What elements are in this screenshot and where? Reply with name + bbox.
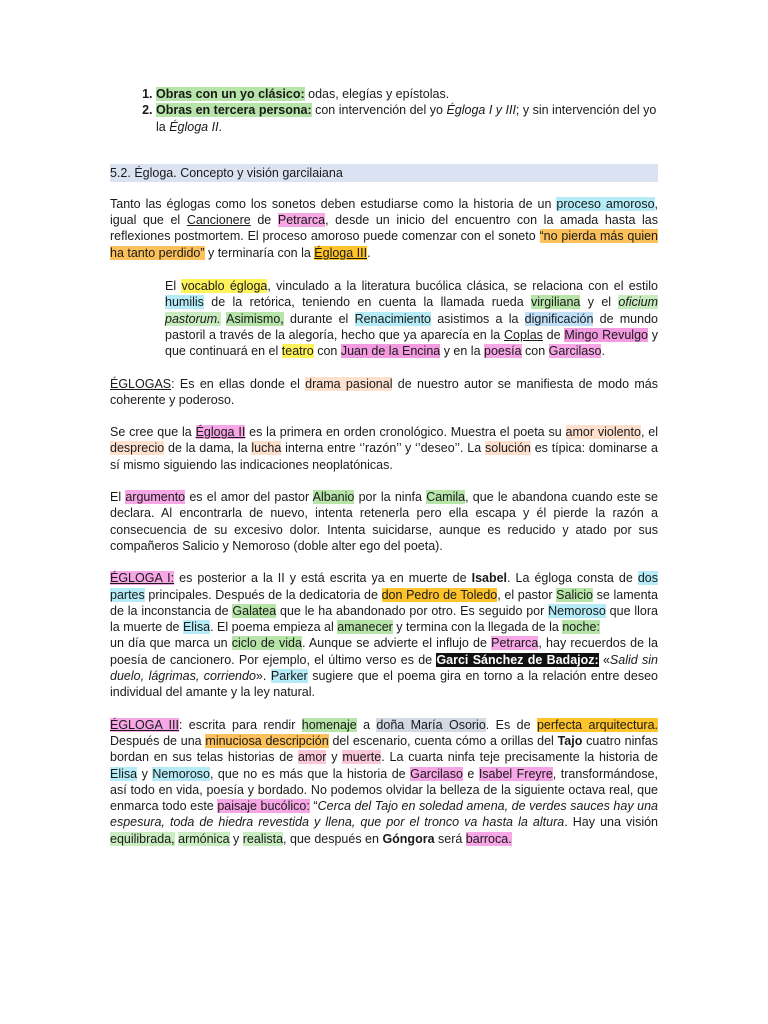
list-item-text: con intervención del yo xyxy=(311,103,447,118)
quote: Cerca del Tajo en soledad amena, de verdes sauces hay una espesura, toda de hiedra revestida y llena, que por el tronco va hasta la altura xyxy=(110,799,659,830)
highlight: argumento xyxy=(125,490,186,505)
highlight: perfecta arquitectura. xyxy=(536,717,658,732)
bold-term: Góngora xyxy=(382,831,435,846)
highlight: equilibrada, xyxy=(110,831,175,846)
highlight: Mingo Revulgo xyxy=(564,327,648,342)
list-item-emphasis: Égloga II xyxy=(169,119,219,134)
highlight: minuciosa descripción xyxy=(205,733,329,748)
highlight: vocablo égloga xyxy=(181,279,268,294)
list-item xyxy=(156,102,658,135)
paragraph-vocablo: El vocablo égloga, vinculado a la literatura bucólica clásica, se relaciona con el estilo humilis de la retórica, teniendo en cuenta la llamada rueda virgiliana y el oficium pastorum. Asimismo, durante el Renacimiento asistimos a la dignificación de mundo pastoril a través de la alegoría, hecho que ya aparecía en la Coplas de Mingo Revulgo y que continuará en el teatro con Juan de la Encina y en la poesía con Garcilaso. xyxy=(165,279,658,359)
highlight: amor xyxy=(297,750,327,765)
highlight: oficium pastorum. xyxy=(165,295,658,326)
highlight: realista xyxy=(242,831,284,846)
paragraph-intro: Tanto las églogas como los sonetos deben estudiarse como la historia de un proceso amoroso, igual que el Cancionere de Petrarca, desde un inicio del encuentro con la amada hasta las reflexiones postmortem. El proceso amoroso puede comenzar con el soneto “no pierda más quien ha tanto perdido” y terminaría con la Égloga III. xyxy=(110,196,659,260)
highlight: doña María Osorio xyxy=(376,717,486,732)
highlight: Renacimiento xyxy=(354,311,431,326)
highlight: Salicio xyxy=(556,587,593,602)
paragraph-argumento: El argumento es el amor del pastor Albanio por la ninfa Camila, que le abandona cuando este se declara. Al encontrarla de nuevo, intenta retenerla pero ella escapa y él pierde la razón a consecuencia de su excesivo dolor. Intenta suicidarse, aunque es reducido y atado por sus compañeros Salicio y Nemoroso (doble alter ego del poeta). xyxy=(110,490,658,553)
bold-term: Tajo xyxy=(557,733,583,748)
highlight: Garcilaso xyxy=(410,766,463,781)
highlight: Petrarca xyxy=(277,213,326,228)
highlight: Juan de la Encina xyxy=(340,344,441,359)
highlight: noche: xyxy=(562,620,600,635)
highlight: Asimismo, xyxy=(226,311,284,326)
paragraph-eglogas: ÉGLOGAS: Es en ellas donde el drama pasional de nuestro autor se manifiesta de modo más coherente y poderoso. xyxy=(110,376,659,407)
underlined-term: ÉGLOGAS xyxy=(110,376,172,391)
highlight: solución xyxy=(485,441,531,456)
highlight: virgiliana xyxy=(531,295,581,310)
highlight: homenaje xyxy=(301,717,357,732)
highlight: Égloga III xyxy=(314,245,368,260)
highlight: humilis xyxy=(165,295,204,310)
highlight: Nemoroso xyxy=(548,603,606,618)
section-heading: 5.2. Égloga. Concepto y visión garcilaiana xyxy=(110,164,658,182)
highlight: poesía xyxy=(484,344,522,359)
underlined-term: Cancionere xyxy=(186,213,251,228)
highlight: Petrarca xyxy=(491,636,539,651)
highlight: Égloga II xyxy=(195,425,246,440)
highlight: dos partes xyxy=(110,571,658,602)
highlight: ciclo de vida xyxy=(231,636,302,651)
highlight: desprecio xyxy=(110,441,165,456)
list-item-text: . xyxy=(218,119,223,134)
highlight: Camila xyxy=(426,490,466,505)
highlight: Elisa xyxy=(110,766,138,781)
list-item-text: odas, elegías y epístolas. xyxy=(304,87,450,101)
highlight: teatro xyxy=(281,344,314,359)
highlight: Galatea xyxy=(232,603,277,618)
highlight: ÉGLOGA I: xyxy=(110,571,175,586)
highlight: amor violento xyxy=(565,425,641,440)
highlight: muerte xyxy=(342,750,382,765)
highlight: lucha xyxy=(251,441,282,456)
list-item-emphasis: Égloga I y III xyxy=(446,103,516,118)
paragraph-egloga-i: ÉGLOGA I: es posterior a la II y está escrita ya en muerte de Isabel. La égloga consta de dos partes principales. Después de la dedicatoria de don Pedro de Toledo, el pastor Salicio se lamenta de la inconstancia de Galatea que le ha abandonado por otro. Es seguido por Nemoroso que llora la muerte de Elisa. El poema empieza al amanecer y termina con la llegada de la noche: un día que marca un ciclo de vida. Aunque se advierte el influjo de Petrarca, hay recuerdos de la poesía de cancionero. Por ejemplo, el último verso es de Garci Sánchez de Badajoz: «Salid sin duelo, lágrimas, corriendo». Parker sugiere que el poema gira en torno a la relación entre deseo individual del amante y la ley natural. xyxy=(110,571,658,700)
highlight: Elisa xyxy=(182,620,211,635)
highlight: Parker xyxy=(270,669,308,684)
highlight: drama pasional xyxy=(305,376,393,391)
list-item-term: Obras en tercera persona: xyxy=(156,103,312,118)
highlight: don Pedro de Toledo xyxy=(381,587,498,602)
highlight: dignificación xyxy=(524,311,594,326)
highlight: amanecer xyxy=(337,620,393,635)
list-item-text: ; y sin intervención del yo la xyxy=(156,103,657,134)
quote: Salid sin duelo, lágrimas, corriendo xyxy=(110,652,658,684)
highlight: Garcilaso xyxy=(548,344,602,359)
highlight: proceso amoroso xyxy=(556,196,655,211)
list-item-term: Obras con un yo clásico: xyxy=(156,87,305,101)
bold-term: Isabel xyxy=(471,571,508,586)
highlight: paisaje bucólico: xyxy=(217,799,310,814)
paragraph-egloga-ii: Se cree que la Égloga II es la primera en orden cronológico. Muestra el poeta su amor violento, el desprecio de la dama, la lucha interna entre ‘’razón’’ y ‘’deseo’’. La solución es típica: dominarse a sí mismo siguiendo las indicaciones neoplatónicas. xyxy=(110,425,659,472)
highlight: Isabel Freyre xyxy=(478,766,553,781)
highlight: armónica xyxy=(178,831,230,846)
underlined-term: Coplas xyxy=(503,327,543,342)
highlight: “no pierda más quien ha tanto perdido” xyxy=(110,229,659,260)
highlight: Nemoroso xyxy=(152,766,210,781)
highlight: barroca. xyxy=(465,831,512,846)
highlight: Garci Sánchez de Badajoz: xyxy=(436,652,599,667)
document-body xyxy=(110,86,658,847)
paragraph-egloga-iii: ÉGLOGA III: escrita para rendir homenaje a doña María Osorio. Es de perfecta arquitectura. Después de una minuciosa descripción del escenario, cuenta cómo a orillas del Tajo cuatro ninfas bordan en sus telas historias de amor y muerte. La cuarta ninfa teje precisamente la historia de Elisa y Nemoroso, que no es más que la historia de Garcilaso e Isabel Freyre, transformándose, así todo en vida, poesía y bordado. No podemos olvidar la belleza de la siguiente octava real, que enmarca todo este paisaje bucólico: “Cerca del Tajo en soledad amena, de verdes sauces hay una espesura, toda de hiedra revestida y llena, que por el tronco va hasta la altura. Hay una visión equilibrada, armónica y realista, que después en Góngora será barroca. xyxy=(110,717,659,846)
list-item xyxy=(156,86,658,102)
highlight: Albanio xyxy=(312,490,355,505)
works-list xyxy=(110,86,658,135)
highlight: ÉGLOGA III xyxy=(110,717,179,732)
